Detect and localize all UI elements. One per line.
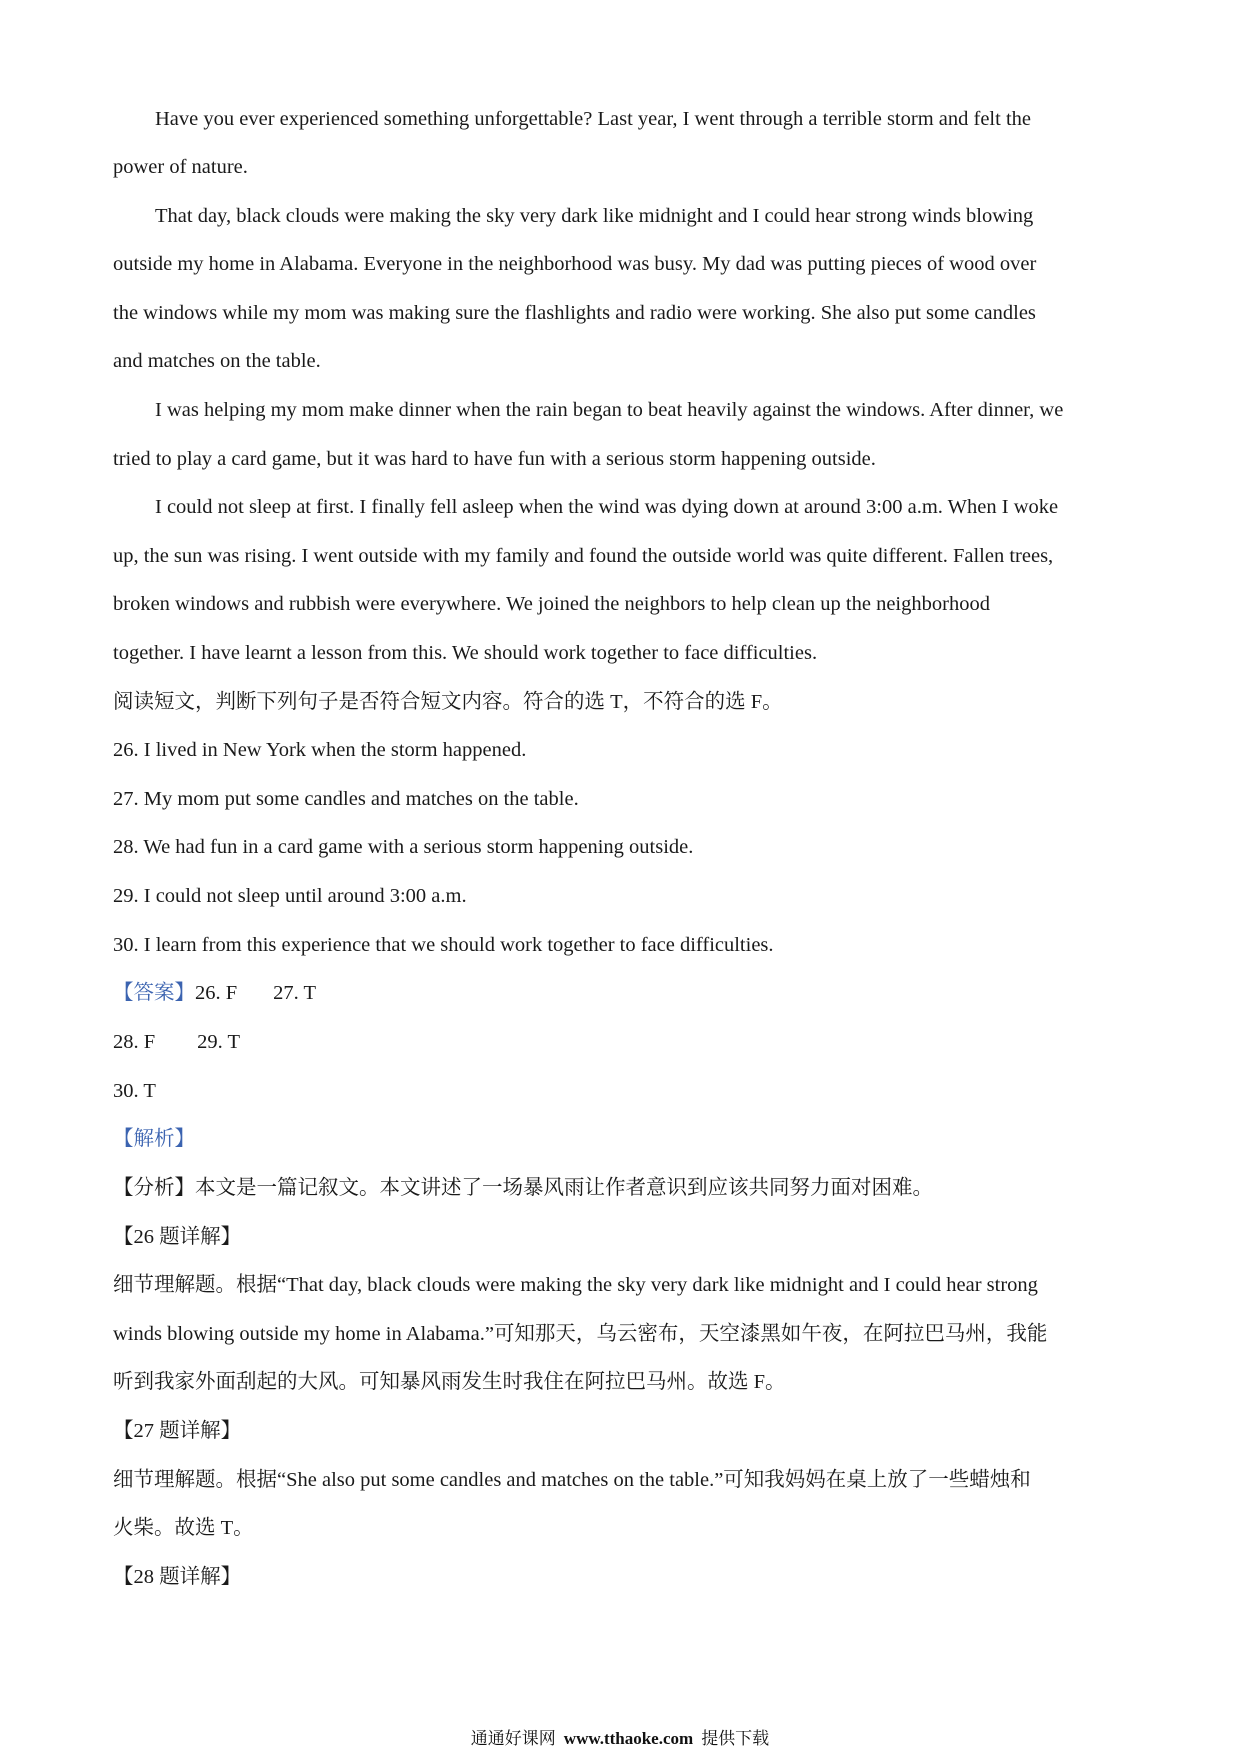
q28-detail-heading: 【28 题详解】	[113, 1566, 242, 1588]
answer-28: 28. F	[113, 1031, 156, 1053]
passage-p4-line-3: broken windows and rubbish were everywhere. We joined the neighbors to help clean up the neighborhood	[113, 593, 990, 615]
question-26: 26. I lived in New York when the storm happened.	[113, 739, 527, 761]
passage-p1-line-2: power of nature.	[113, 156, 248, 178]
passage-p3-line-1: I was helping my mom make dinner when the rain began to beat heavily against the windows. After dinner, we	[155, 399, 1064, 421]
page-footer	[0, 1728, 1240, 1750]
q26-detail-line-1: 细节理解题。根据“That day, black clouds were making the sky very dark like midnight and I could hear strong	[113, 1274, 1038, 1296]
question-27: 27. My mom put some candles and matches on the table.	[113, 788, 579, 810]
answer-27: 27. T	[273, 982, 317, 1004]
answer-row-1	[113, 978, 316, 1008]
passage-p4-line-1: I could not sleep at first. I finally fell asleep when the wind was dying down at around 3:00 a.m. When I woke	[155, 496, 1059, 518]
question-29: 29. I could not sleep until around 3:00 a.m.	[113, 885, 467, 907]
question-28: 28. We had fun in a card game with a serious storm happening outside.	[113, 836, 694, 858]
passage-p4-line-4: together. I have learnt a lesson from this. We should work together to face difficulties.	[113, 642, 818, 664]
answer-row-2	[113, 1027, 240, 1057]
footer-site-name: 通通好课网	[470, 1729, 556, 1748]
q26-detail-line-3: 听到我家外面刮起的大风。可知暴风雨发生时我住在阿拉巴马州。故选 F。	[113, 1371, 786, 1393]
analysis-summary: 【分析】本文是一篇记叙文。本文讲述了一场暴风雨让作者意识到应该共同努力面对困难。	[113, 1177, 933, 1199]
answer-29: 29. T	[197, 1031, 241, 1053]
answer-label: 【答案】	[113, 982, 195, 1004]
footer-note: 提供下载	[701, 1729, 770, 1748]
q27-detail-line-2: 火柴。故选 T。	[113, 1517, 254, 1539]
q27-detail-line-1: 细节理解题。根据“She also put some candles and matches on the table.”可知我妈妈在桌上放了一些蜡烛和	[113, 1469, 1031, 1491]
question-30: 30. I learn from this experience that we should work together to face difficulties.	[113, 934, 774, 956]
answer-26: 26. F	[195, 982, 238, 1004]
passage-p2-line-4: and matches on the table.	[113, 350, 321, 372]
answer-row-3	[113, 1076, 156, 1106]
analysis-label: 【解析】	[113, 1128, 195, 1150]
instruction: 阅读短文，判断下列句子是否符合短文内容。符合的选 T，不符合的选 F。	[113, 691, 783, 713]
passage-p2-line-1: That day, black clouds were making the sky very dark like midnight and I could hear strong winds blowing	[155, 205, 1034, 227]
answer-30: 30. T	[113, 1080, 156, 1102]
passage-p3-line-2: tried to play a card game, but it was hard to have fun with a serious storm happening outside.	[113, 448, 876, 470]
passage-p4-line-2: up, the sun was rising. I went outside with my family and found the outside world was quite different. Fallen trees,	[113, 545, 1054, 567]
q27-detail-heading: 【27 题详解】	[113, 1420, 242, 1442]
passage-p1-line-1: Have you ever experienced something unforgettable? Last year, I went through a terrible storm and felt the	[155, 108, 1031, 130]
q26-detail-line-2: winds blowing outside my home in Alabama.”可知那天，乌云密布，天空漆黑如午夜，在阿拉巴马州，我能	[113, 1323, 1048, 1345]
passage-p2-line-3: the windows while my mom was making sure the flashlights and radio were working. She also put some candles	[113, 302, 1036, 324]
passage-p2-line-2: outside my home in Alabama. Everyone in the neighborhood was busy. My dad was putting pieces of wood over	[113, 253, 1037, 275]
footer-url[interactable]: www.tthaoke.com	[563, 1729, 694, 1748]
q26-detail-heading: 【26 题详解】	[113, 1226, 242, 1248]
